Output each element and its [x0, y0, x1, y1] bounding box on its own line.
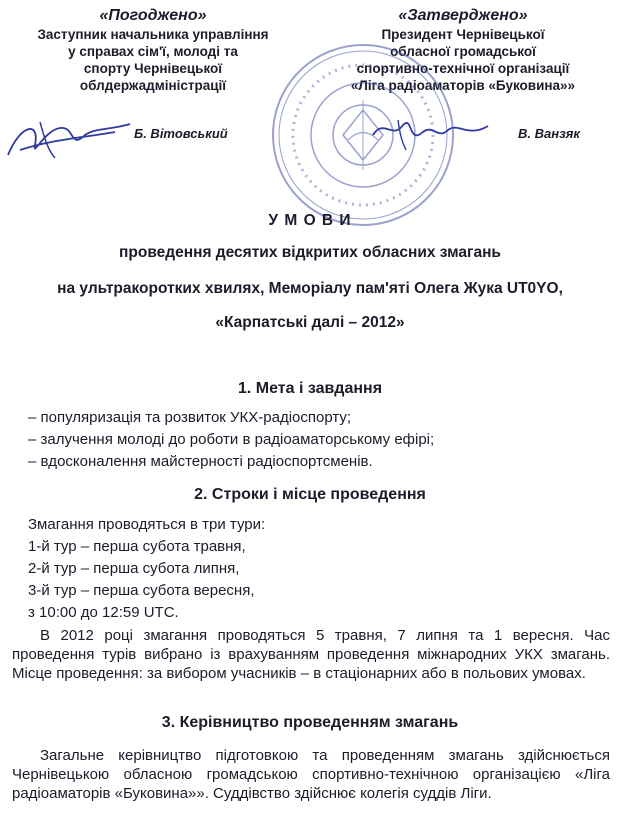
- schedule-line: 1-й тур – перша субота травня,: [28, 538, 246, 555]
- paragraph: Загальне керівництво підготовкою та проведенням змагань здійснюється Чернівецькою обласною громадською спортивно-технічною організацією «Ліга радіоаматорів «Буковина»». Суддівство здійснює колегія суддів Ліги.: [12, 747, 610, 802]
- approval-right-heading: «Затверджено»: [398, 7, 528, 24]
- document-title: У М О В И: [268, 212, 352, 229]
- section-heading: 3. Керівництво проведенням змагань: [161, 714, 459, 731]
- signer-left-name: Б. Вітовський: [134, 126, 228, 141]
- approval-left-line: спорту Чернівецької: [83, 61, 223, 76]
- approval-right-line: Президент Чернівецької: [381, 27, 545, 42]
- paragraph: В 2012 році змагання проводяться 5 травня, 7 липня та 1 вересня. Час проведення турів вибрано із врахуванням проведення міжнародних УКХ змагань. Місце проведення: за вибором учасників – в стаціонарних або в польових умовах.: [12, 627, 610, 682]
- approval-left-line: у справах сім'ї, молоді та: [68, 44, 238, 59]
- approval-left-block: [18, 6, 288, 94]
- signature-right-icon: [368, 110, 498, 155]
- list-item: – популяризація та розвиток УКХ-радіоспорту;: [28, 409, 352, 426]
- list-item: – вдосконалення майстерності радіоспортсменів.: [28, 453, 373, 470]
- approval-right-line: спортивно-технічної організації: [356, 61, 570, 76]
- schedule-line: 3-й тур – перша субота вересня,: [28, 582, 255, 599]
- schedule-line: з 10:00 до 12:59 UTC.: [28, 604, 179, 621]
- document-subtitle: на ультракоротких хвилях, Меморіалу пам'яті Олега Жука UT0YO,: [57, 280, 563, 297]
- approval-left-heading: «Погоджено»: [99, 7, 207, 24]
- signature-left-icon: [0, 110, 140, 170]
- approval-left-line: Заступник начальника управління: [37, 27, 269, 42]
- schedule-line: Змагання проводяться в три тури:: [28, 516, 266, 533]
- section-heading: 2. Строки і місце проведення: [194, 486, 426, 503]
- signer-right-name: В. Ванзяк: [518, 126, 580, 141]
- approval-right-line: «Ліга радіоаматорів «Буковина»»: [350, 78, 576, 93]
- approval-left-line: облдержадміністрації: [79, 78, 227, 93]
- document-subtitle: проведення десятих відкритих обласних змагань: [119, 244, 501, 261]
- section-heading: 1. Мета і завдання: [237, 380, 383, 397]
- document-subtitle: «Карпатські далі – 2012»: [215, 314, 405, 331]
- list-item: – залучення молоді до роботи в радіоаматорському ефірі;: [28, 431, 435, 448]
- schedule-line: 2-й тур – перша субота липня,: [28, 560, 240, 577]
- approval-right-line: обласної громадської: [390, 44, 536, 59]
